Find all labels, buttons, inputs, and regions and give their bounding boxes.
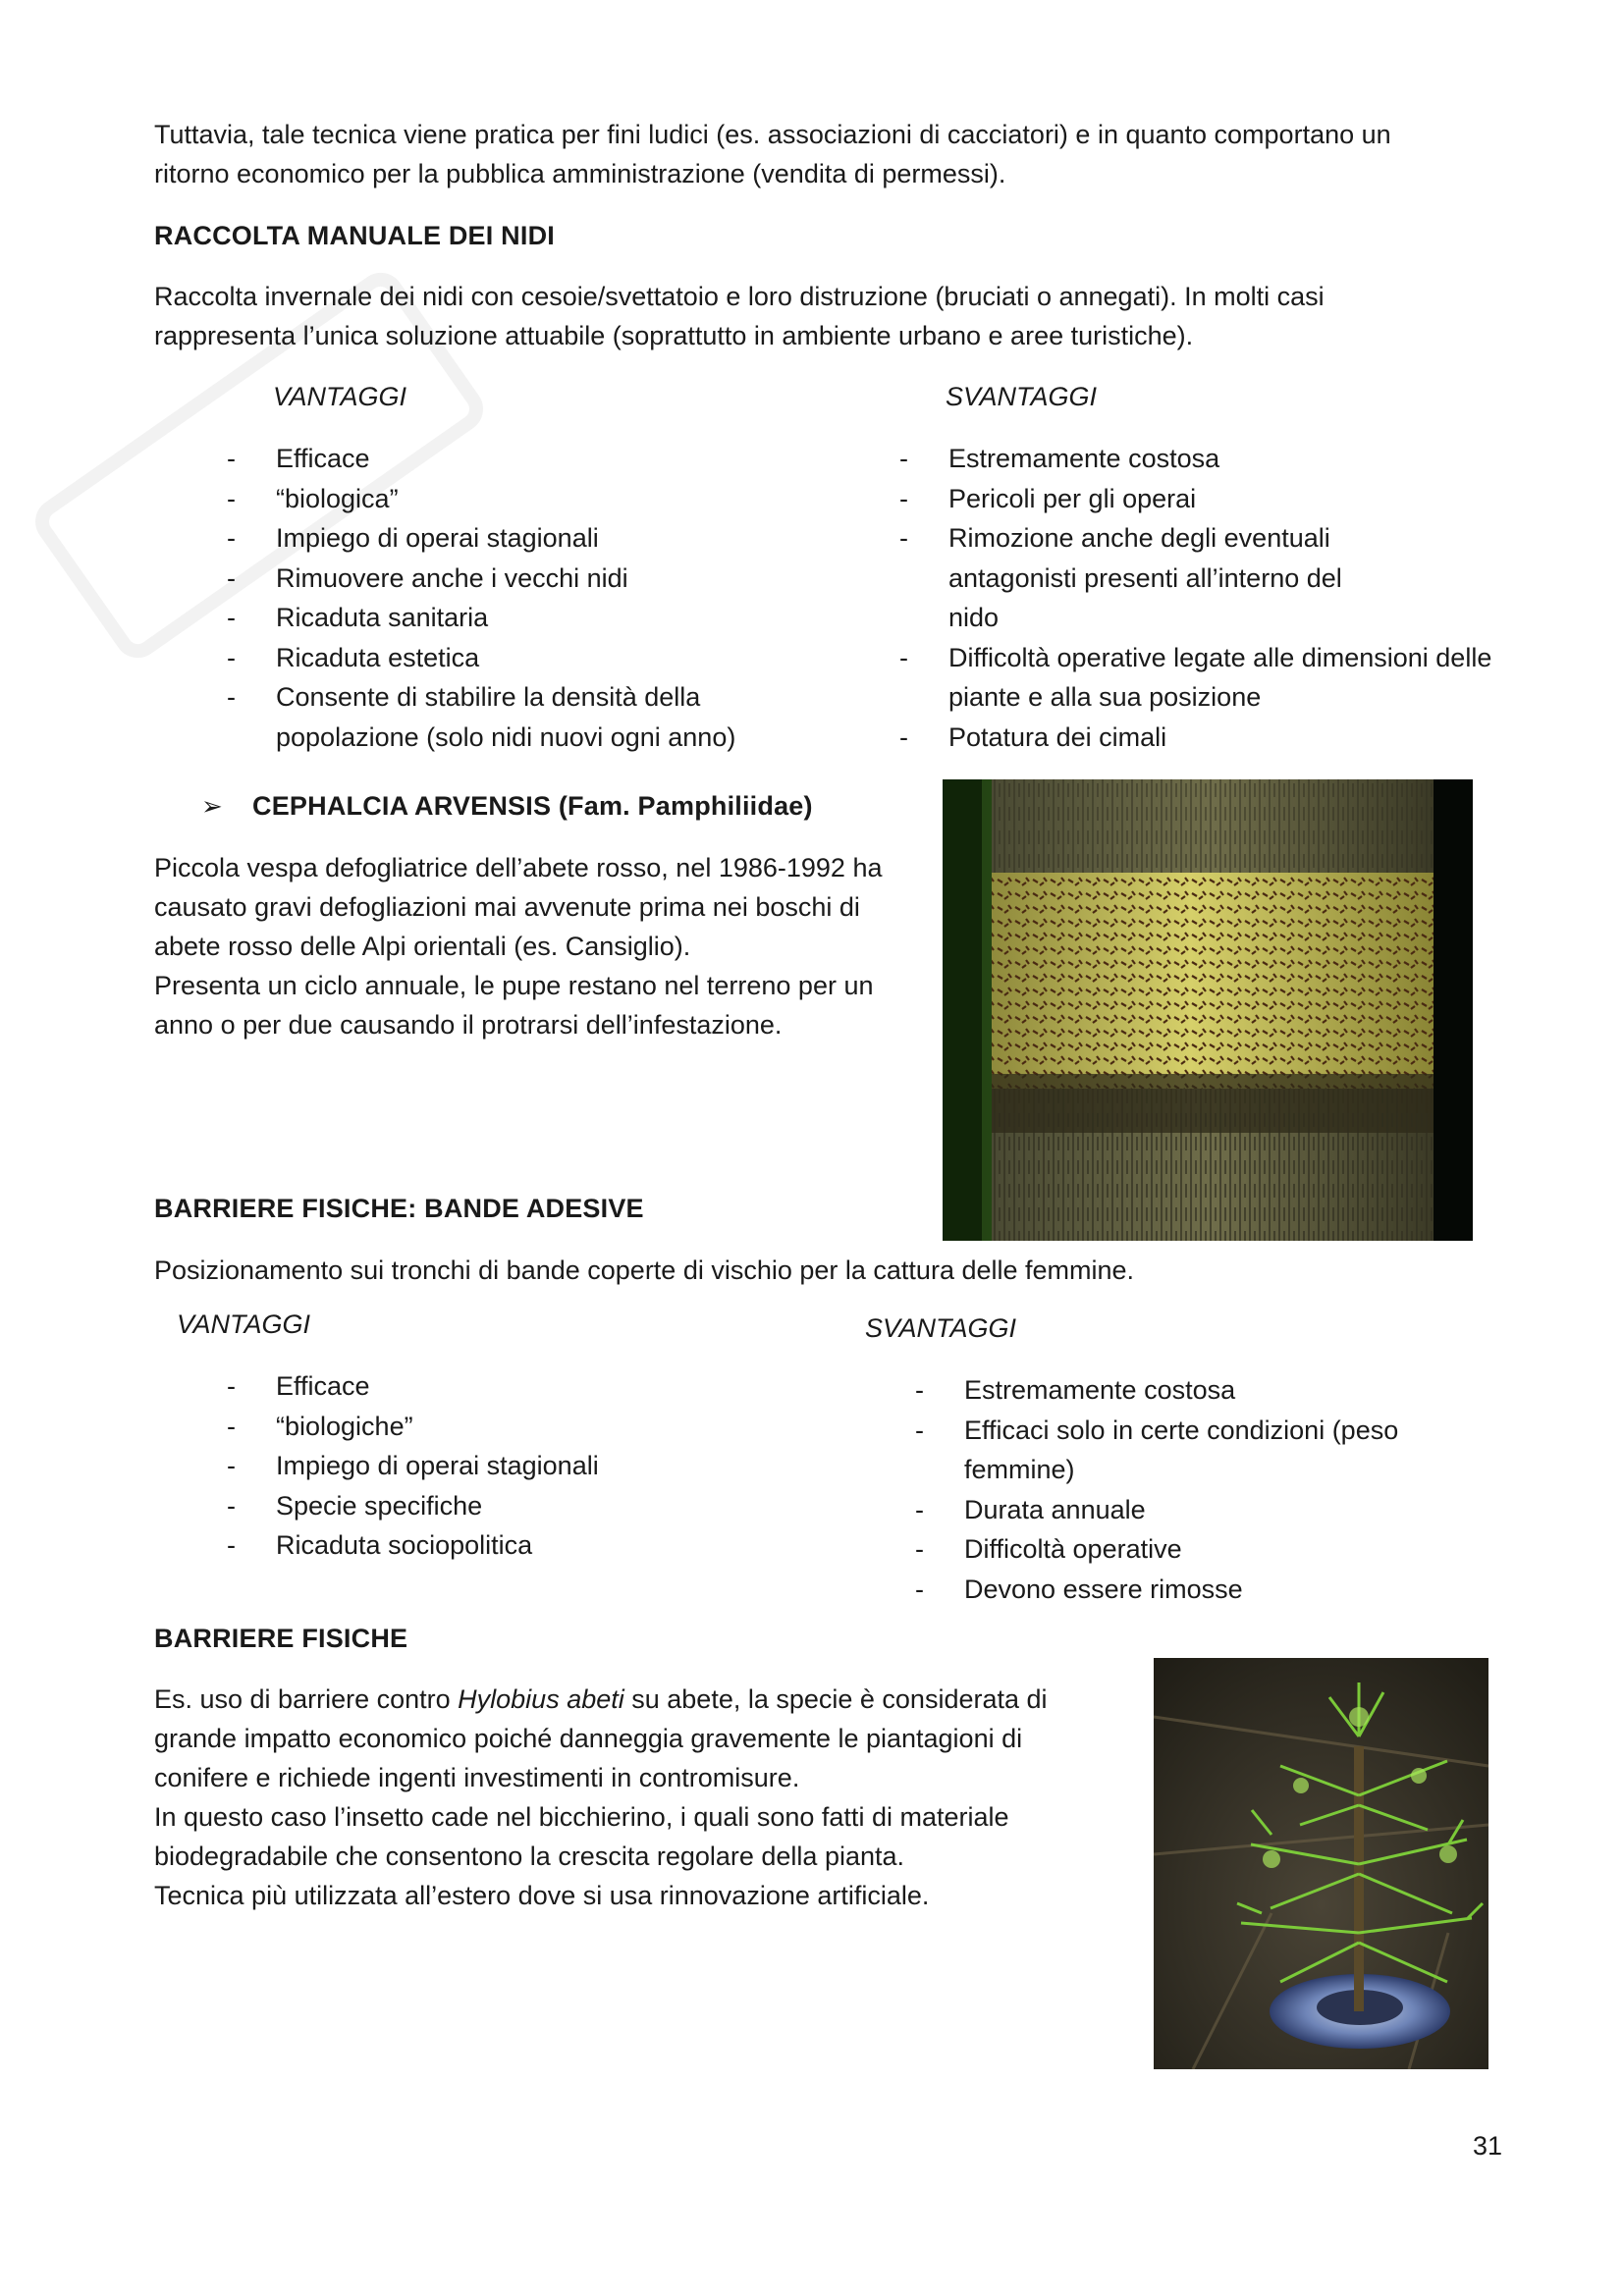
species-line: Piccola vespa defogliatrice dell’abete rosso, nel 1986-1992 ha (154, 853, 883, 882)
section3-paragraph (154, 1680, 1146, 1915)
section-title-bande-adesive: BARRIERE FISICHE: BANDE ADESIVE (154, 1194, 644, 1223)
list-item: - Ricaduta sanitaria (154, 598, 841, 638)
list-item: - Efficaci solo in certe condizioni (peso femmine) (842, 1411, 1455, 1490)
svantaggi-list-1 (827, 439, 1492, 757)
species-line: Presenta un ciclo annuale, le pupe restano nel terreno per un (154, 971, 874, 1000)
intro-line-2: ritorno economico per la pubblica amministrazione (vendita di permessi). (154, 159, 1006, 188)
section3-line: Tecnica più utilizzata all’estero dove si usa rinnovazione artificiale. (154, 1881, 930, 1910)
list-item: - Potatura dei cimali (827, 718, 1475, 758)
section3-line: conifere e richiede ingenti investimenti in contromisure. (154, 1763, 800, 1792)
svantaggi-list-2 (842, 1370, 1490, 1609)
section3-line-1-post: su abete, la specie è considerata di (623, 1684, 1048, 1714)
list-item: - Difficoltà operative (842, 1529, 1490, 1570)
section1-paragraph (154, 277, 1480, 355)
list-item: - Pericoli per gli operai (827, 479, 1475, 519)
list-item: - Specie specifiche (154, 1486, 841, 1526)
list-item: - Impiego di operai stagionali (154, 1446, 841, 1486)
list-item: - “biologica” (154, 479, 841, 519)
seedling-barrier-cup-photo (1154, 1658, 1488, 2069)
list-item: - Consente di stabilire la densità della popolazione (solo nidi nuovi ogni anno) (154, 677, 747, 757)
list-item: - “biologiche” (154, 1407, 841, 1447)
section3-line: grande impatto economico poiché danneggia gravemente le piantagioni di (154, 1724, 1023, 1753)
arrow-bullet-icon: ➢ (201, 791, 223, 821)
section3-line: In questo caso l’insetto cade nel bicchierino, i quali sono fatti di materiale (154, 1802, 1009, 1832)
section2-paragraph: Posizionamento sui tronchi di bande coperte di vischio per la cattura delle femmine. (154, 1255, 1135, 1285)
intro-paragraph (154, 115, 1480, 193)
svantaggi-label-1: SVANTAGGI (946, 382, 1098, 411)
svantaggi-label-2: SVANTAGGI (865, 1313, 1017, 1343)
list-item: - Efficace (154, 1366, 841, 1407)
section-title-barriere-fisiche: BARRIERE FISICHE (154, 1624, 408, 1653)
vantaggi-label-1: VANTAGGI (273, 382, 407, 411)
section3-line-1 (154, 1680, 1146, 1719)
list-item: - Rimozione anche degli eventuali antagonisti presenti all’interno del nido (827, 518, 1371, 638)
list-item: - Impiego di operai stagionali (154, 518, 841, 559)
list-item: - Rimuovere anche i vecchi nidi (154, 559, 841, 599)
vantaggi-label-2: VANTAGGI (177, 1309, 311, 1339)
vantaggi-list-1 (154, 439, 841, 757)
page-number: 31 (1473, 2131, 1503, 2161)
section1-line-2: rappresenta l’unica soluzione attuabile (soprattutto in ambiente urbano e aree turistiche). (154, 321, 1194, 350)
tree-trunk-sticky-band-photo (943, 779, 1473, 1241)
section-title-raccolta: RACCOLTA MANUALE DEI NIDI (154, 221, 555, 250)
intro-line-1: Tuttavia, tale tecnica viene pratica per fini ludici (es. associazioni di cacciatori) e in quanto comportano un (154, 120, 1391, 149)
species-line: causato gravi defogliazioni mai avvenute prima nei boschi di (154, 892, 860, 922)
section3-line: biodegradabile che consentono la crescita regolare della pianta. (154, 1842, 905, 1871)
list-item: - Ricaduta estetica (154, 638, 841, 678)
list-item: - Efficace (154, 439, 841, 479)
list-item: - Estremamente costosa (842, 1370, 1490, 1411)
section1-line-1: Raccolta invernale dei nidi con cesoie/svettatoio e loro distruzione (bruciati o annegati). In molti casi (154, 282, 1325, 311)
list-item: - Difficoltà operative legate alle dimensioni delle piante e alla sua posizione (827, 638, 1498, 718)
species-line: abete rosso delle Alpi orientali (es. Cansiglio). (154, 932, 691, 961)
species-paragraph (154, 848, 930, 1044)
section3-line-1-pre: Es. uso di barriere contro (154, 1684, 459, 1714)
list-item: - Devono essere rimosse (842, 1570, 1490, 1610)
vantaggi-list-2 (154, 1366, 841, 1566)
list-item: - Durata annuale (842, 1490, 1490, 1530)
species-name-italic: Hylobius abeti (458, 1684, 624, 1714)
list-item: - Estremamente costosa (827, 439, 1475, 479)
species-title: CEPHALCIA ARVENSIS (Fam. Pamphiliidae) (252, 791, 813, 821)
list-item: - Ricaduta sociopolitica (154, 1525, 841, 1566)
species-line: anno o per due causando il protrarsi dell’infestazione. (154, 1010, 783, 1040)
